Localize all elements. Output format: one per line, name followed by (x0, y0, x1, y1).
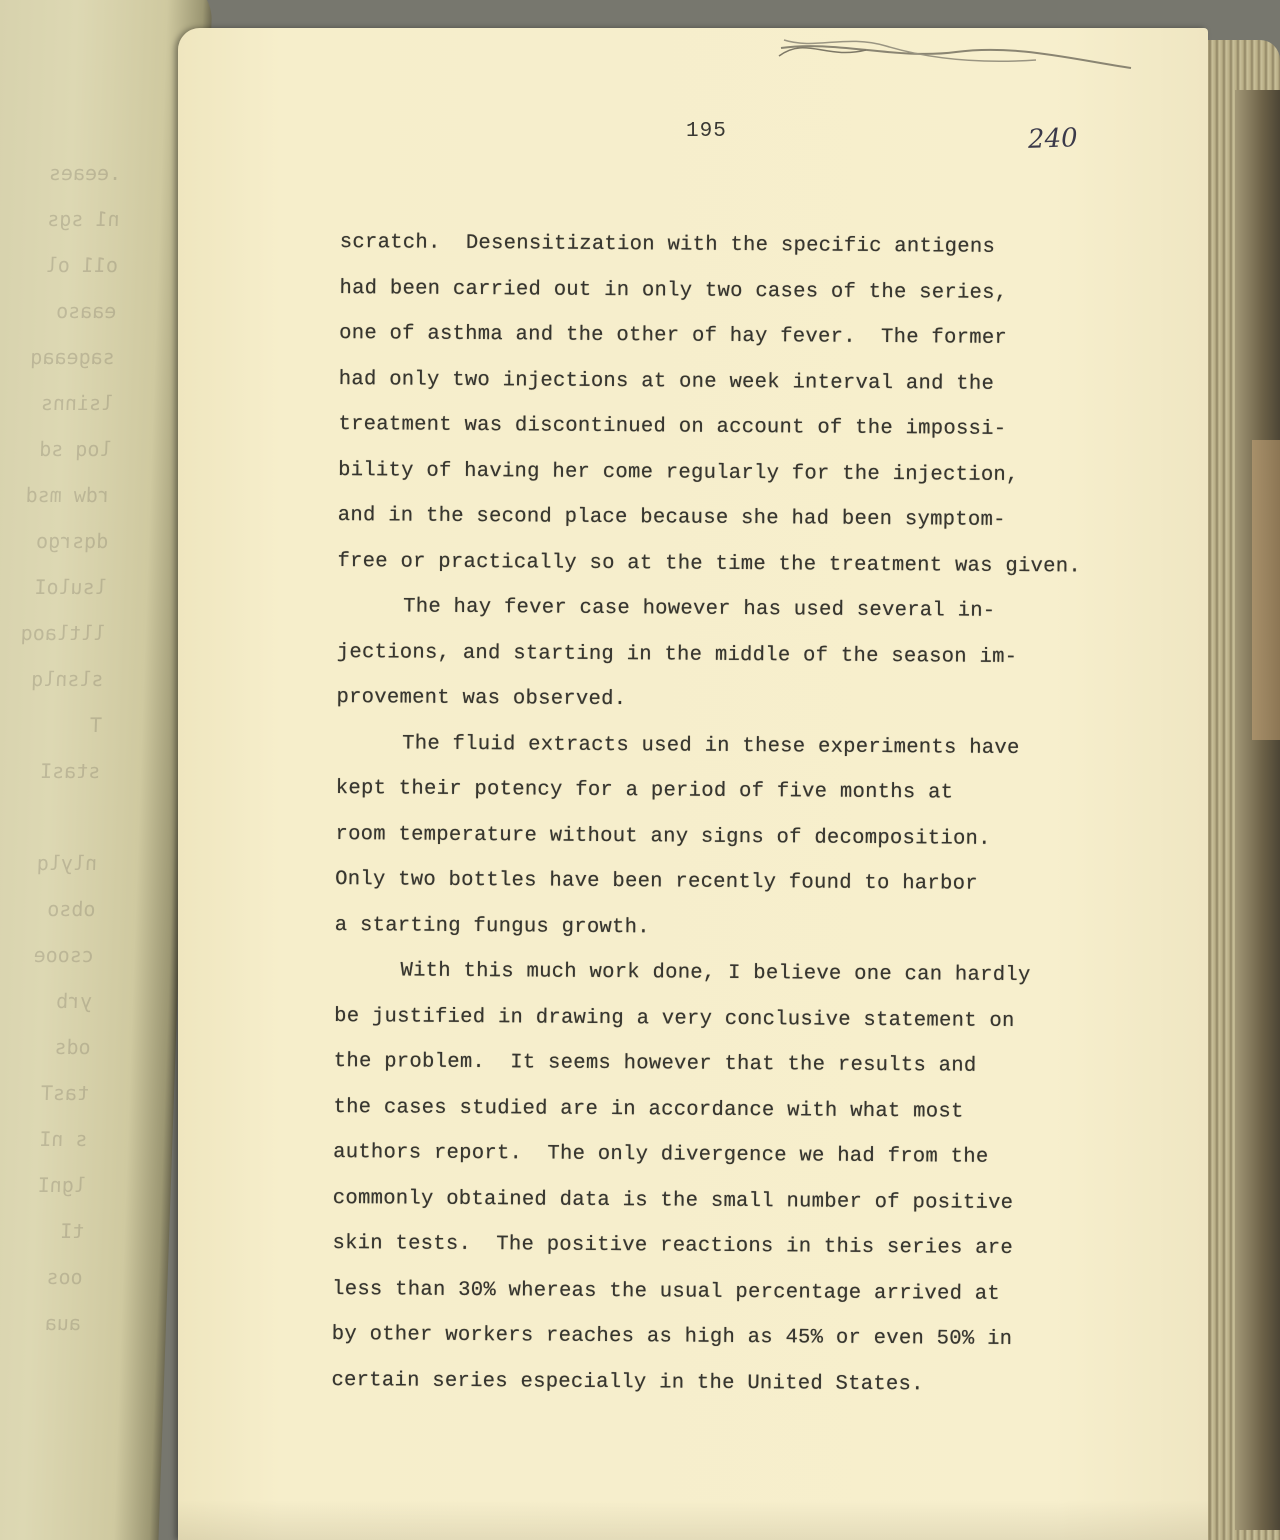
bleed-through-line: T (89, 713, 103, 737)
typed-body-text (331, 220, 1140, 1409)
bleed-through-line: yrb (55, 989, 93, 1013)
bleed-through-line: stasI (39, 759, 101, 783)
bleed-through-line: aua (44, 1311, 82, 1335)
binding-thread-icon (776, 30, 1136, 70)
bleed-through-line: tI (59, 1219, 85, 1243)
text-line: jections, and starting in the middle of the season im- (336, 640, 1018, 669)
text-line: the problem. It seems however that the results and (333, 1049, 977, 1078)
text-line: authors report. The only divergence we had from the (333, 1140, 989, 1169)
bleed-through-line: sageaaq (30, 345, 116, 369)
text-line: be justified in drawing a very conclusive statement on (334, 1004, 1015, 1033)
bleed-through-line: rdw msd (25, 483, 111, 507)
bleed-through-line: lsuloI (34, 575, 108, 599)
text-line: and in the second place because she had been symptom- (337, 503, 1006, 532)
text-line: Only two bottles have been recently found to harbor (335, 867, 978, 896)
left-page-bleed-through (0, 150, 122, 1346)
text-line: had only two injections at one week interval and the (338, 367, 995, 396)
text-line: With this much work done, I believe one can hardly (400, 959, 1031, 988)
bleed-through-line: s nI (38, 1127, 88, 1151)
text-line: scratch. Desensitization with the specific antigens (339, 230, 996, 259)
text-line: the cases studied are in accordance with what most (333, 1095, 964, 1124)
text-line: free or practically so at the time the treatment was given. (337, 549, 1082, 578)
text-line: room temperature without any signs of decomposition. (335, 822, 991, 851)
page-number: 195 (686, 120, 727, 143)
text-line: bility of having her come regularly for the injection, (338, 458, 1019, 487)
bleed-through-line: oos (46, 1265, 84, 1289)
bleed-through-line: lgnI (37, 1173, 87, 1197)
text-line: The hay fever case however has used several in- (403, 595, 996, 623)
bleed-through-line: o11 ol (45, 253, 119, 277)
bleed-through-line: ods (54, 1035, 92, 1059)
text-line: skin tests. The positive reactions in this series are (332, 1231, 1014, 1260)
bleed-through-line: slsnlq (30, 667, 104, 691)
text-line: one of asthma and the other of hay fever. The former (339, 321, 1008, 350)
bleed-through-line: lsinns (40, 391, 114, 415)
text-line: a starting fungus growth. (334, 913, 650, 939)
bleed-through-line: n1 sgs (46, 207, 121, 231)
text-line: by other workers reaches as high as 45% or even 50% in (331, 1322, 1013, 1351)
text-line: The fluid extracts used in these experiments have (402, 731, 1020, 760)
bleed-through-line: .eeaes (48, 161, 122, 185)
page-edge-shadow (1235, 90, 1280, 1530)
page-bottom-shade (178, 1500, 1208, 1540)
index-tab-strip (1252, 440, 1280, 740)
bleed-through-line: dqsrgo (35, 529, 109, 553)
bleed-through-line: csooe (33, 943, 95, 967)
bleed-through-line: eaaso (55, 299, 117, 323)
bleed-through-line: obso (46, 897, 96, 921)
bleed-through-line: tasT (40, 1081, 90, 1105)
text-line: kept their potency for a period of five months at (335, 776, 954, 805)
text-line: commonly obtained data is the small number of positive (332, 1186, 1014, 1215)
text-line: provement was observed. (336, 685, 627, 712)
text-line: treatment was discontinued on account of the impossi- (338, 412, 1007, 441)
bleed-through-line: loq sd (38, 437, 112, 461)
text-line: less than 30% whereas the usual percentage arrived at (332, 1277, 1001, 1306)
text-line: certain series especially in the United States. (331, 1368, 924, 1396)
bleed-through-line (0, 794, 100, 840)
bleed-through-line: lltlaoq (20, 621, 106, 645)
text-line: had been carried out in only two cases of the series, (339, 276, 1008, 305)
bleed-through-line: nlylq (36, 851, 98, 875)
handwritten-folio-number: 240 (1027, 123, 1079, 155)
